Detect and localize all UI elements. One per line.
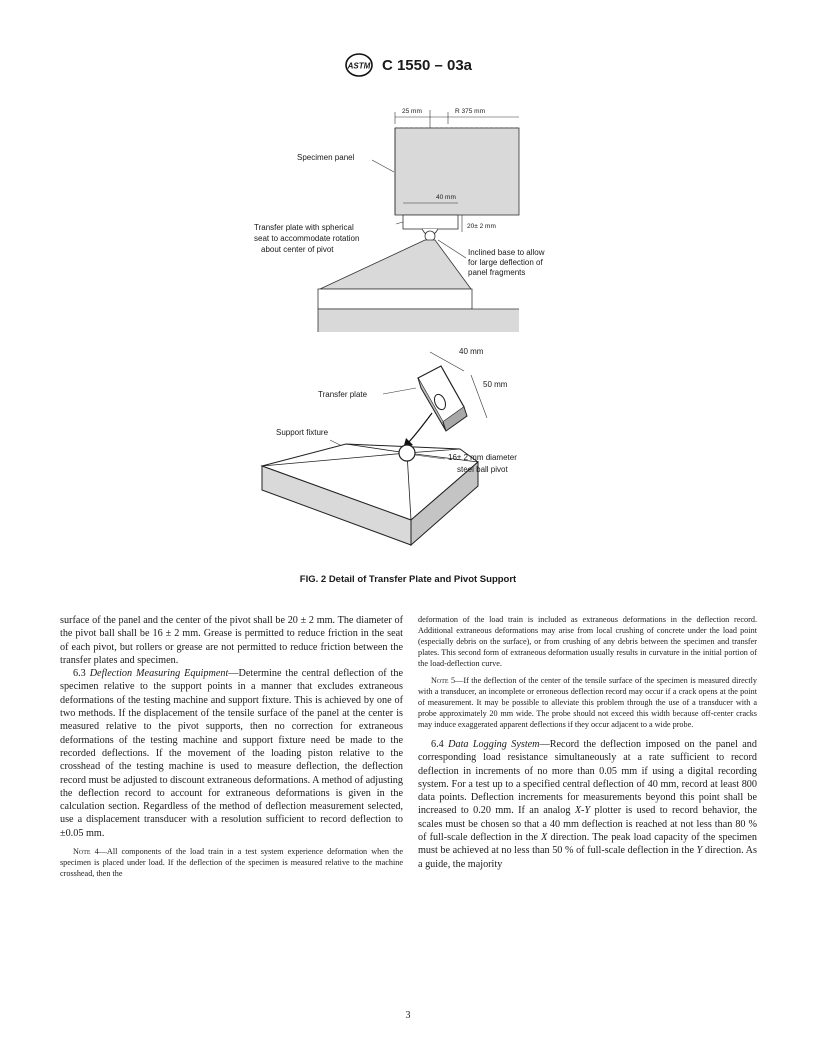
right-column [418, 614, 757, 871]
pivot-ball-section [425, 231, 435, 241]
support-inclined-base [320, 240, 471, 289]
left-column [60, 614, 403, 879]
figure-caption: FIG. 2 Detail of Transfer Plate and Pivot Support [299, 574, 517, 585]
inclined-base-label-2: for large deflection of [468, 258, 543, 267]
section-6-3-title: Deflection Measuring Equipment [89, 668, 229, 680]
transfer-seat-label-2: seat to accommodate rotation [254, 234, 360, 243]
inclined-base-label-1: Inclined base to allow [468, 248, 545, 257]
note-4: Note 4—All components of the load train in a test system experience deformation when the specimen is placed under load. If the deflection of the specimen is measured relative to the machine crosshead, then the [60, 847, 403, 879]
page-number: 3 [405, 1010, 411, 1021]
transfer-plate-section [403, 215, 458, 229]
dim-50-label: 50 mm [483, 380, 508, 389]
dim-20-label: 20± 2 mm [467, 223, 496, 230]
ball-label-1: 16± 2 mm diameter [448, 453, 517, 462]
dim-r375-label: R 375 mm [455, 108, 485, 115]
transfer-seat-label-1: Transfer plate with spherical [254, 223, 354, 232]
svg-text:ASTM: ASTM [347, 61, 371, 71]
dim-40-upper-label: 40 mm [436, 194, 456, 201]
transfer-plate-label: Transfer plate [318, 390, 368, 399]
note-5: Note 5—If the deflection of the center of the tensile surface of the specimen is measured directly with a transducer, an incomplete or erroneous deflection record may occur if a crack opens at the point of measurement. It may be possible to alleviate this problem through the use of a transducer with a probe approximately 20 mm wide. The probe should not exceed this width because off-center cracks may induce exaggerated apparent deflections if they occur adjacent to a wide probe. [418, 676, 757, 729]
left-paragraph-1: surface of the panel and the center of the pivot shall be 20 ± 2 mm. The diameter of the pivot ball shall be 16 ± 2 mm. Grease is permitted to reduce friction in the seat of each pivot, but rollers or grease are not permitted to reduce friction between the transfer plates and specimen. [60, 615, 403, 666]
support-fixture-label: Support fixture [276, 428, 329, 437]
document-designation: C 1550 – 03a [381, 56, 473, 74]
right-paragraph-1: deformation of the load train is included as extraneous deformations in the deflection record. Additional extraneous deformations may arise from local crushing of concrete under the load point (especially debris on the surface), or from crushing of any debris between the specimen and transfer plates. This second form of extraneous deformation usually results in curvature in the initial portion of the load-deflection curve. [418, 615, 757, 668]
section-6-4: 6.4 Data Logging System—Record the deflection imposed on the panel and corresponding load resistance simultaneously at a rate sufficient to record deflection in increments of no more than 0.05 mm if using a digital recording system. For a test up to a specified central deflection of 40 mm, record at least 800 data points. Deflection increments for measurements beyond this point shall be increased to 0.20 mm. If an analog X-Y plotter is used to record behavior, the scales must be chosen so that a 40 mm deflection is reached at not less than 80 % of full-scale deflection in the X direction. The peak load capacity of the specimen must be achieved at no less than 50 % of full-scale deflection in the Y direction. As a guide, the majority [418, 739, 758, 870]
lower-isometric [262, 347, 517, 545]
dim-25-label: 25 mm [402, 108, 422, 115]
specimen-panel-label: Specimen panel [297, 153, 355, 162]
specimen-panel [395, 128, 519, 215]
inclined-base-label-3: panel fragments [468, 268, 526, 277]
section-6-3: 6.3 Deflection Measuring Equipment—Determine the central deflection of the specimen relative to the support points in a manner that excludes extraneous deformations of the testing machine and support fixture. This is achieved by one of two methods. If the displacement of the tensile surface of the panel at the center is measured relative to the pivot supports, then no correction for extraneous deformations of the testing machine and support fixture need be made to the recorded deflections. If the movement of the loading piston relative to the crosshead of the testing machine is used to measure deflection, the deflection record must be adjusted to discount extraneous deformations. A method of adjusting the deflection record to account for extraneous deformations is given in the calculation section. Regardless of the method of deflection measurement selected, use a displacement transducer with a resolution sufficient to record deflection to ±0.05 mm. [60, 668, 404, 839]
dim-40-lower-label: 40 mm [459, 347, 484, 356]
ball-label-2: steel ball pivot [457, 465, 508, 474]
transfer-seat-label-3: about center of pivot [261, 245, 334, 254]
steel-ball-pivot [399, 445, 415, 461]
section-6-4-title: Data Logging System [448, 739, 540, 750]
upper-detail [254, 108, 545, 332]
